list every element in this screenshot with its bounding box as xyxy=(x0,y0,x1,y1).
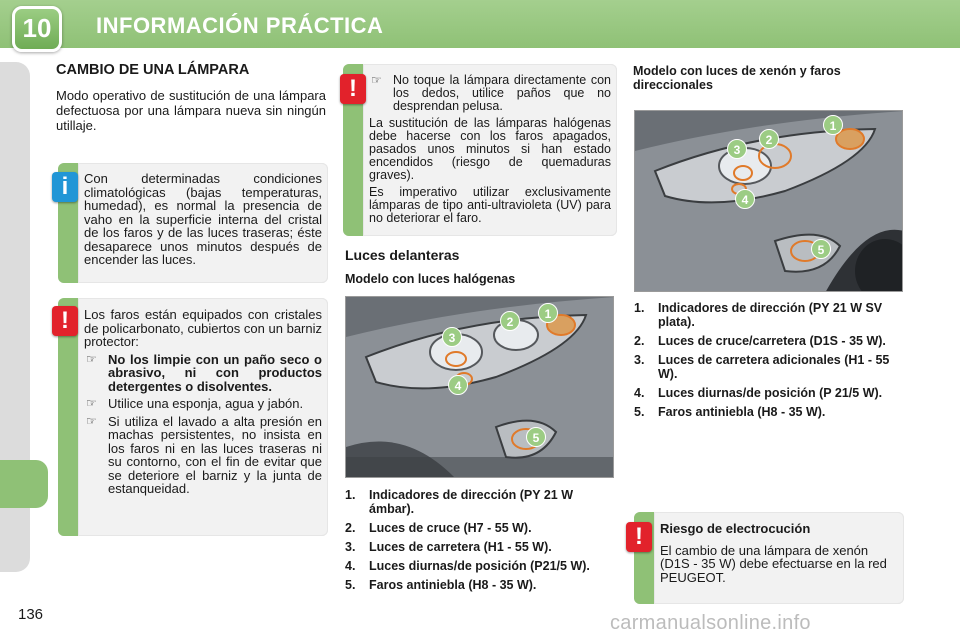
warning-list-item xyxy=(84,415,322,496)
chapter-tab-marker xyxy=(0,460,48,508)
warning-box-middle-content xyxy=(369,74,611,229)
callout-3: 3 xyxy=(727,139,747,159)
list-item: 1. Indicadores de dirección (PY 21 W SV plata). xyxy=(634,301,883,329)
warning-list-item-text: No los limpie con un paño seco o abrasivo, ni con productos detergentes o disolventes. xyxy=(108,351,322,394)
intro-paragraph: Modo operativo de sustitución de una lámpara defectuosa por una lámpara nueva sin ningún utillaje. xyxy=(56,88,326,133)
pointing-hand-icon: ☞ xyxy=(86,396,97,410)
callout-1: 1 xyxy=(823,115,843,135)
pointing-hand-icon: ☞ xyxy=(86,413,97,428)
callout-5: 5 xyxy=(811,239,831,259)
halogen-bulb-list xyxy=(345,488,615,597)
chapter-badge: 10 xyxy=(12,6,62,52)
halogen-subheading: Modelo con luces halógenas xyxy=(345,272,516,286)
warning-icon: ! xyxy=(340,74,366,104)
warning-icon: ! xyxy=(626,522,652,552)
halogen-headlight-photo xyxy=(345,296,614,478)
pointing-hand-icon: ☞ xyxy=(371,73,382,87)
list-item: 4. Luces diurnas/de posición (P 21/5 W). xyxy=(634,386,883,400)
list-item: 2. Luces de cruce (H7 - 55 W). xyxy=(345,521,532,535)
xenon-headlight-photo xyxy=(634,110,903,292)
warning-box-middle xyxy=(343,64,617,236)
warning-box-left-intro: Los faros están equipados con cristales de policarbonato, cubiertos con un barniz protector: xyxy=(84,307,322,349)
page-title: INFORMACIÓN PRÁCTICA xyxy=(96,13,384,38)
xenon-bulb-list xyxy=(634,301,904,424)
watermark: carmanualsonline.info xyxy=(610,612,811,634)
warning-box-left-content xyxy=(84,308,322,500)
callout-4: 4 xyxy=(448,375,468,395)
warning-box-right-content xyxy=(660,522,898,588)
warning-box-right xyxy=(634,512,904,604)
callout-2: 2 xyxy=(759,129,779,149)
callout-1: 1 xyxy=(538,303,558,323)
list-item: 5. Faros antiniebla (H8 - 35 W). xyxy=(634,405,826,419)
warning-list-item-text: Utilice una esponja, agua y jabón. xyxy=(108,396,304,411)
section-heading: CAMBIO DE UNA LÁMPARA xyxy=(56,62,250,78)
list-item: 2. Luces de cruce/carretera (D1S - 35 W). xyxy=(634,334,886,348)
page-number: 136 xyxy=(18,606,44,623)
xenon-subheading: Modelo con luces de xenón y faros direccionales xyxy=(633,64,841,92)
warning-icon: ! xyxy=(52,306,78,336)
warning-paragraph: La sustitución de las lámparas halógenas debe hacerse con los faros apagados, pasados unos minutos si han estado encendidos (riesgo de quemaduras graves). xyxy=(369,116,611,182)
info-box xyxy=(58,163,328,283)
warning-list-item xyxy=(84,397,322,411)
list-item: 3. Luces de carretera adicionales (H1 - 55 W). xyxy=(634,353,890,381)
warning-list-item xyxy=(369,74,611,113)
warning-paragraph: Es imperativo utilizar exclusivamente lámparas de tipo anti-ultravioleta (UV) para no deteriorar el faro. xyxy=(369,185,611,225)
callout-3: 3 xyxy=(442,327,462,347)
callout-2: 2 xyxy=(500,311,520,331)
warning-title: Riesgo de electrocución xyxy=(660,521,811,536)
warning-list-item xyxy=(84,353,322,394)
list-item: 1. Indicadores de dirección (PY 21 W ámbar). xyxy=(345,488,573,516)
list-item: 5. Faros antiniebla (H8 - 35 W). xyxy=(345,578,537,592)
list-item: 3. Luces de carretera (H1 - 55 W). xyxy=(345,540,552,554)
warning-box-left xyxy=(58,298,328,536)
pointing-hand-icon: ☞ xyxy=(86,351,97,366)
warning-paragraph: El cambio de una lámpara de xenón (D1S - 35 W) debe efectuarse en la red PEUGEOT. xyxy=(660,542,887,585)
lights-heading: Luces delanteras xyxy=(345,247,460,263)
callout-4: 4 xyxy=(735,189,755,209)
warning-list-item-text: Si utiliza el lavado a alta presión en machas persistentes, no insista en los faros ni en las luces traseras ni su contorno, con el fin de evitar que se deteriore el barniz y la junta de estanqueidad. xyxy=(108,413,322,496)
info-icon: i xyxy=(52,172,78,202)
list-item: 4. Luces diurnas/de posición (P21/5 W). xyxy=(345,559,590,573)
callout-5: 5 xyxy=(526,427,546,447)
warning-list-item-text: No toque la lámpara directamente con los dedos, utilice paños que no desprendan pelusa. xyxy=(393,73,611,113)
info-box-text: Con determinadas condiciones climatológicas (bajas temperaturas, humedad), es normal la presencia de vaho en la superficie interna del cristal de los faros y de las luces traseras; éste desaparece unos minutos después de encender las luces. xyxy=(84,171,322,267)
